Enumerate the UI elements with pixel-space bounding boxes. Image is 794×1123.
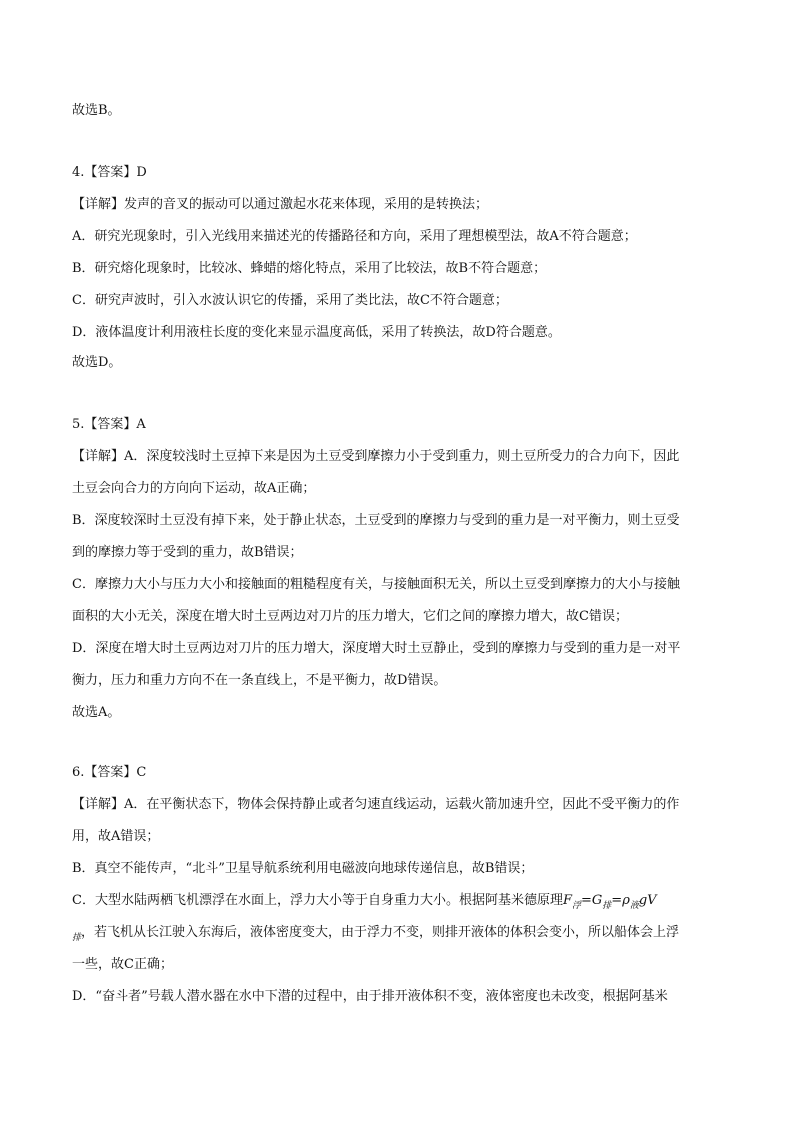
q4-conclusion: 故选D。 bbox=[72, 355, 122, 370]
formula-eq-g: =G bbox=[581, 893, 603, 908]
q5-line-1: 【详解】A．深度较浅时土豆掉下来是因为土豆受到摩擦力小于受到重力，则土豆所受力的合力向下，因此 bbox=[72, 449, 680, 464]
formula-f-subscript: 浮 bbox=[571, 901, 581, 911]
q5-line-7: D．深度在增大时土豆两边对刀片的压力增大，深度增大时土豆静止，受到的摩擦力与受到的重力是一对平 bbox=[72, 641, 681, 656]
formula-rho-subscript: 液 bbox=[629, 901, 639, 911]
formula-f: F bbox=[562, 893, 572, 908]
q5-line-2: 土豆会向合力的方向向下运动，故A正确； bbox=[72, 481, 316, 496]
q6-line-7: D．“奋斗者”号载人潜水器在水中下潜的过程中，由于排开液体积不变，液体密度也未改变，根据阿基米 bbox=[72, 989, 668, 1004]
q4-option-d: D．液体温度计利用液柱长度的变化来显示温度高低，采用了转换法，故D符合题意。 bbox=[72, 325, 561, 340]
formula-eq-rho: =ρ bbox=[611, 893, 630, 908]
formula-g-subscript: 排 bbox=[602, 901, 612, 911]
formula-gv: gV bbox=[638, 893, 657, 908]
q6-line-5 bbox=[72, 924, 732, 943]
formula-v-subscript: 排 bbox=[72, 933, 82, 943]
q6-line-4-text: C．大型水陆两栖飞机漂浮在水面上，浮力大小等于自身重力大小。根据阿基米德原理 bbox=[72, 893, 563, 908]
q5-conclusion: 故选A。 bbox=[72, 705, 121, 720]
q4-answer: 4.【答案】D bbox=[72, 165, 147, 180]
q5-line-6: 面积的大小无关，深度在增大时土豆两边对刀片的压力增大，它们之间的摩擦力增大，故C错误； bbox=[72, 609, 628, 624]
q3-conclusion: 故选B。 bbox=[72, 103, 121, 118]
q6-line-1: 【详解】A．在平衡状态下，物体会保持静止或者匀速直线运动，运载火箭加速升空，因此不受平衡力的作 bbox=[72, 797, 680, 812]
q4-option-b: B．研究熔化现象时，比较冰、蜂蜡的熔化特点，采用了比较法，故B不符合题意； bbox=[72, 261, 547, 276]
q5-line-8: 衡力，压力和重力方向不在一条直线上，不是平衡力，故D错误。 bbox=[72, 673, 447, 688]
q5-answer: 5.【答案】A bbox=[72, 417, 146, 432]
q4-detail: 【详解】发声的音叉的振动可以通过激起水花来体现，采用的是转换法； bbox=[72, 197, 489, 212]
q6-answer: 6.【答案】C bbox=[72, 765, 147, 780]
q4-option-a: A．研究光现象时，引入光线用来描述光的传播路径和方向，采用了理想模型法，故A不符合题意； bbox=[72, 229, 637, 244]
q5-line-5: C．摩擦力大小与压力大小和接触面的粗糙程度有关，与接触面积无关，所以土豆受到摩擦力的大小与接触 bbox=[72, 577, 680, 592]
q5-line-4: 到的摩擦力等于受到的重力，故B错误； bbox=[72, 545, 303, 560]
q6-line-4 bbox=[72, 892, 732, 911]
q5-line-3: B．深度较深时土豆没有掉下来，处于静止状态，土豆受到的摩擦力与受到的重力是一对平衡力，则土豆受 bbox=[72, 513, 680, 528]
q6-line-2: 用，故A错误； bbox=[72, 829, 160, 844]
q6-line-5-text: ，若飞机从长江驶入东海后，液体密度变大，由于浮力不变，则排开液体的体积会变小，所以船体会上浮 bbox=[81, 925, 680, 940]
q4-option-c: C．研究声波时，引入水波认识它的传播，采用了类比法，故C不符合题意； bbox=[72, 293, 508, 308]
q6-line-6: 一些，故C正确； bbox=[72, 957, 173, 972]
archimedes-formula bbox=[562, 893, 657, 911]
q6-line-3: B．真空不能传声，“北斗”卫星导航系统利用电磁波向地球传递信息，故B错误； bbox=[72, 861, 534, 876]
